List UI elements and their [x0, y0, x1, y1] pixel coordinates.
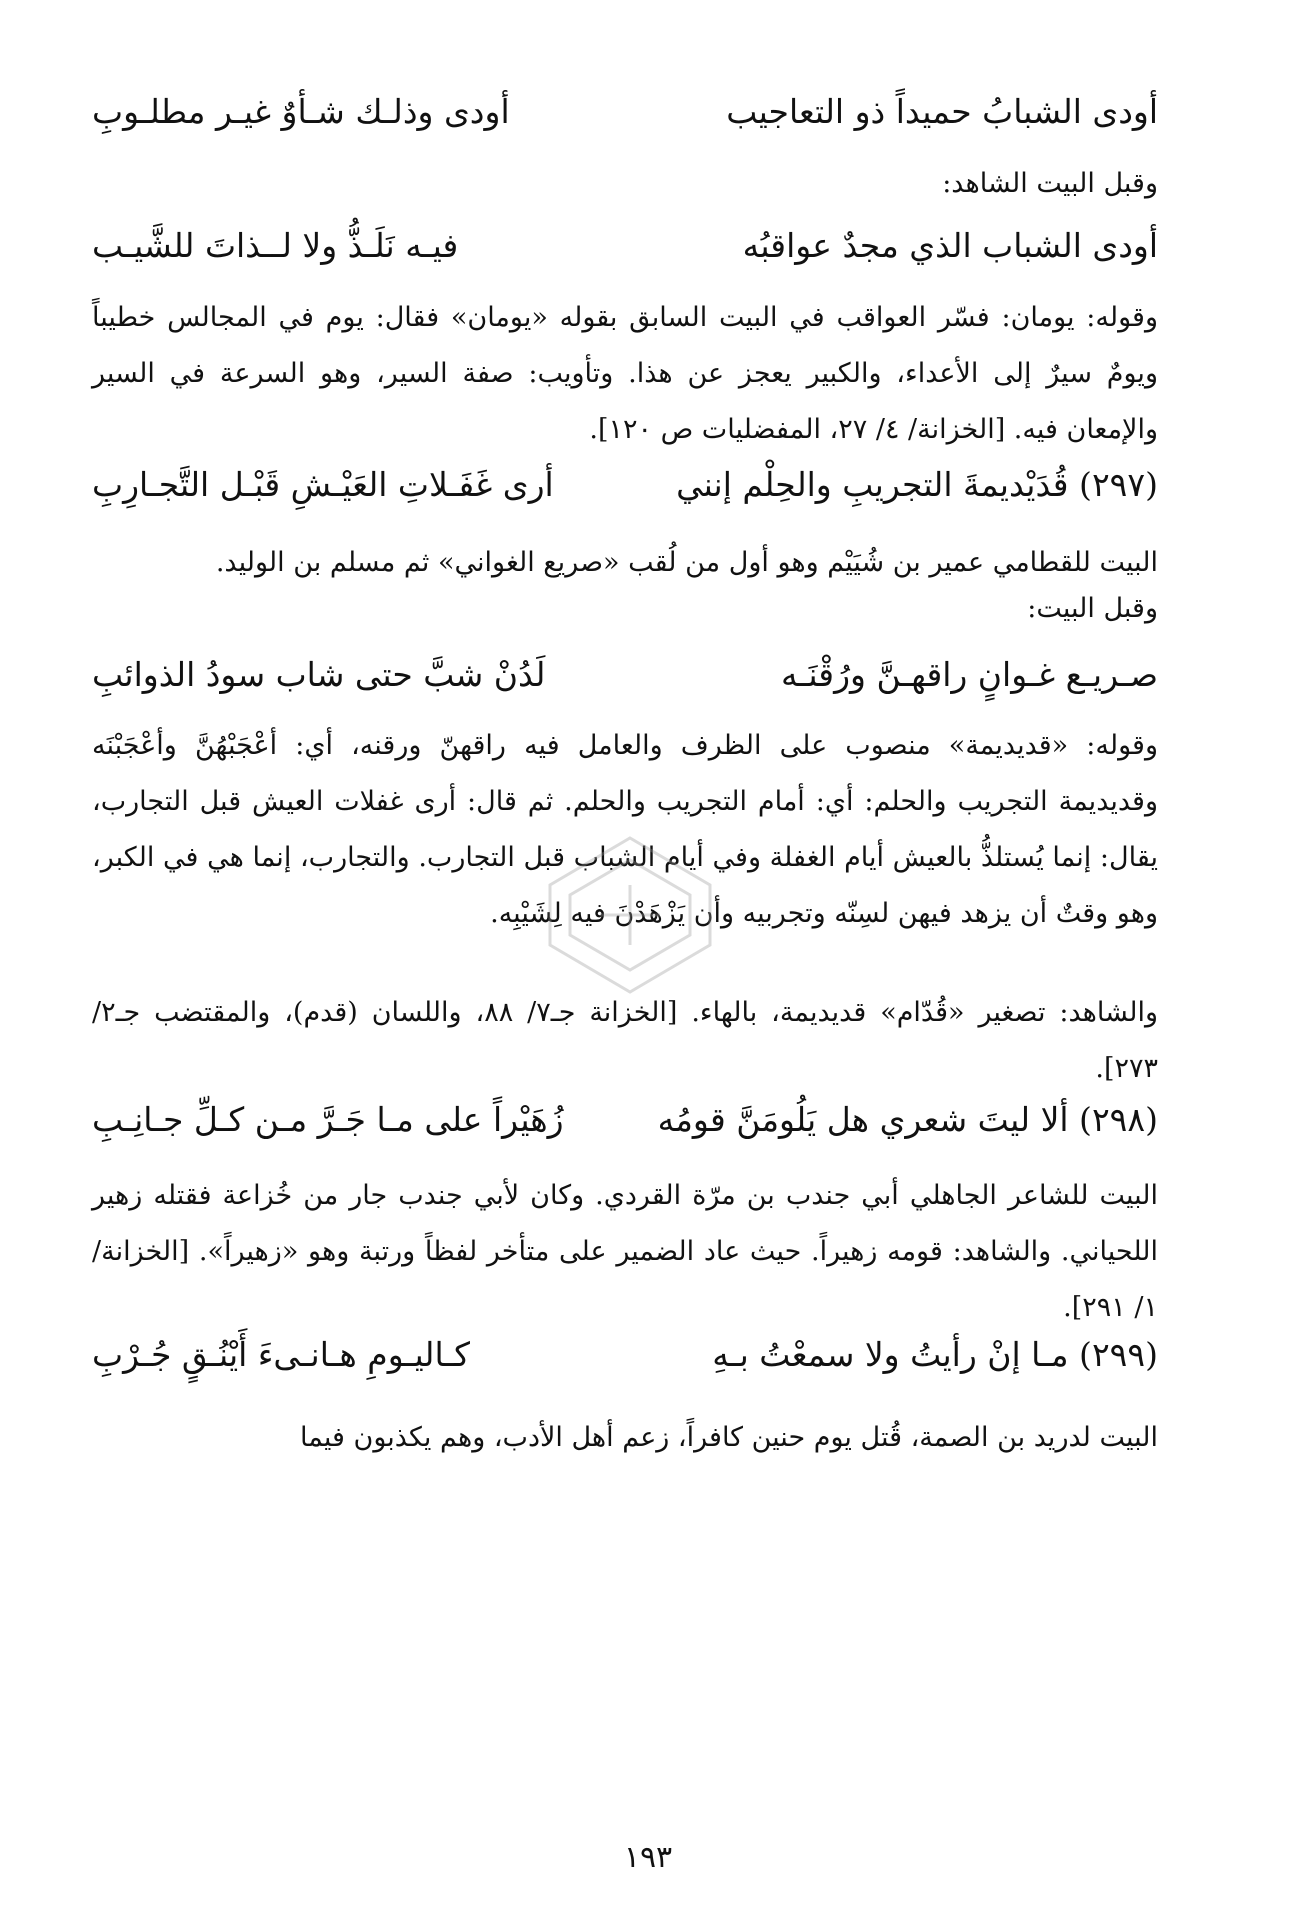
intro-line-2: وقبل البيت:	[1027, 593, 1158, 624]
verse-1-hemistich-left: أودى وذلـك شـأوٌ غيـر مطلـوبِ	[92, 92, 510, 131]
commentary-paragraph-2: البيت للقطامي عمير بن شُيَيْم وهو أول من لُقب «صريع الغواني» ثم مسلم بن الوليد.	[215, 547, 1158, 578]
page-number: ١٩٣	[623, 1840, 673, 1875]
verse-2-hemistich-right: أودى الشباب الذي مجدٌ عواقبُه	[742, 226, 1158, 265]
intro-line: وقبل البيت الشاهد:	[942, 168, 1158, 199]
verse-299-hemistich-left: كـاليـومِ هـانـىءَ أَيْنُـقٍ جُـرْبِ	[92, 1335, 470, 1374]
verse-299	[92, 1335, 1158, 1374]
verse-2-hemistich-left: فيـه نَلَـذُّ ولا لــذاتَ للشَّيـب	[92, 226, 459, 265]
commentary-paragraph-6: البيت لدريد بن الصمة، قُتل يوم حنين كافراً، زعم أهل الأدب، وهم يكذبون فيما	[300, 1422, 1158, 1453]
verse-3-hemistich-left: لَدُنْ شبَّ حتى شاب سودُ الذوائبِ	[92, 655, 546, 694]
commentary-paragraph-5: البيت للشاعر الجاهلي أبي جندب بن مرّة القردي. وكان لأبي جندب جار من خُزاعة فقتله زهير اللحياني. والشاهد: قومه زهيراً. حيث عاد الضمير على متأخر لفظاً ورتبة وهو «زهيراً». [الخزانة/ ١/ ٢٩١].	[92, 1180, 1158, 1323]
verse-298-hemistich-left: زُهَيْراً على مـا جَـرَّ مـن كـلِّ جـانِـبِ	[92, 1100, 564, 1139]
commentary-paragraph-4: والشاهد: تصغير «قُدّام» قديديمة، بالهاء. [الخزانة جـ٧/ ٨٨، واللسان (قدم)، والمقتضب جـ٢/ ٢٧٣].	[92, 997, 1158, 1084]
verse-2	[92, 226, 1158, 265]
verse-297-hemistich-left: أرى غَفَـلاتِ العَيْـشِ قَبْـل التَّجـارِبِ	[92, 465, 554, 504]
verse-1-hemistich-right: أودى الشبابُ حميداً ذو التعاجيب	[726, 92, 1158, 131]
verse-298	[92, 1100, 1158, 1139]
verse-3	[92, 655, 1158, 694]
verse-298-hemistich-right: (٢٩٨) ألا ليتَ شعري هل يَلُومَنَّ قومُه	[657, 1100, 1158, 1139]
commentary-paragraph-3: وقوله: «قديديمة» منصوب على الظرف والعامل فيه راقهنّ ورقنه، أي: أعْجَبْهُنَّ وأعْجَبْنَه وقديديمة التجريب والحلم: أي: أمام التجريب والحلم. ثم قال: أرى غفلات العيش قبل التجارب، يقال: إنما يُستلذُّ بالعيش أيام الغفلة وفي أيام الشباب قبل التجارب. والتجارب، إنما هي في الكبر، وهو وقتٌ أن يزهد فيهن لسِنّه وتجربيه وأن يَزْهَدْنَ فيه لِشَيْبِه.	[92, 730, 1158, 929]
verse-299-hemistich-right: (٢٩٩) مـا إنْ رأيتُ ولا سمعْتُ بـهِ	[712, 1335, 1158, 1374]
library-watermark-icon	[530, 830, 730, 1000]
commentary-paragraph-1: وقوله: يومان: فسّر العواقب في البيت السابق بقوله «يومان» فقال: يوم في المجالس خطيباً ويومٌ سيرٌ إلى الأعداء، والكبير يعجز عن هذا. وتأويب: صفة السير، وهو السرعة في السير والإمعان فيه. [الخزانة/ ٤/ ٢٧، المفضليات ص ١٢٠].	[92, 302, 1158, 445]
verse-297	[92, 465, 1158, 504]
verse-297-hemistich-right: (٢٩٧) قُدَيْديمةَ التجريبِ والحِلْم إنني	[676, 465, 1158, 504]
verse-1	[92, 92, 1158, 131]
verse-3-hemistich-right: صـريـع غـوانٍ راقهـنَّ ورُقْنَـه	[780, 655, 1158, 694]
